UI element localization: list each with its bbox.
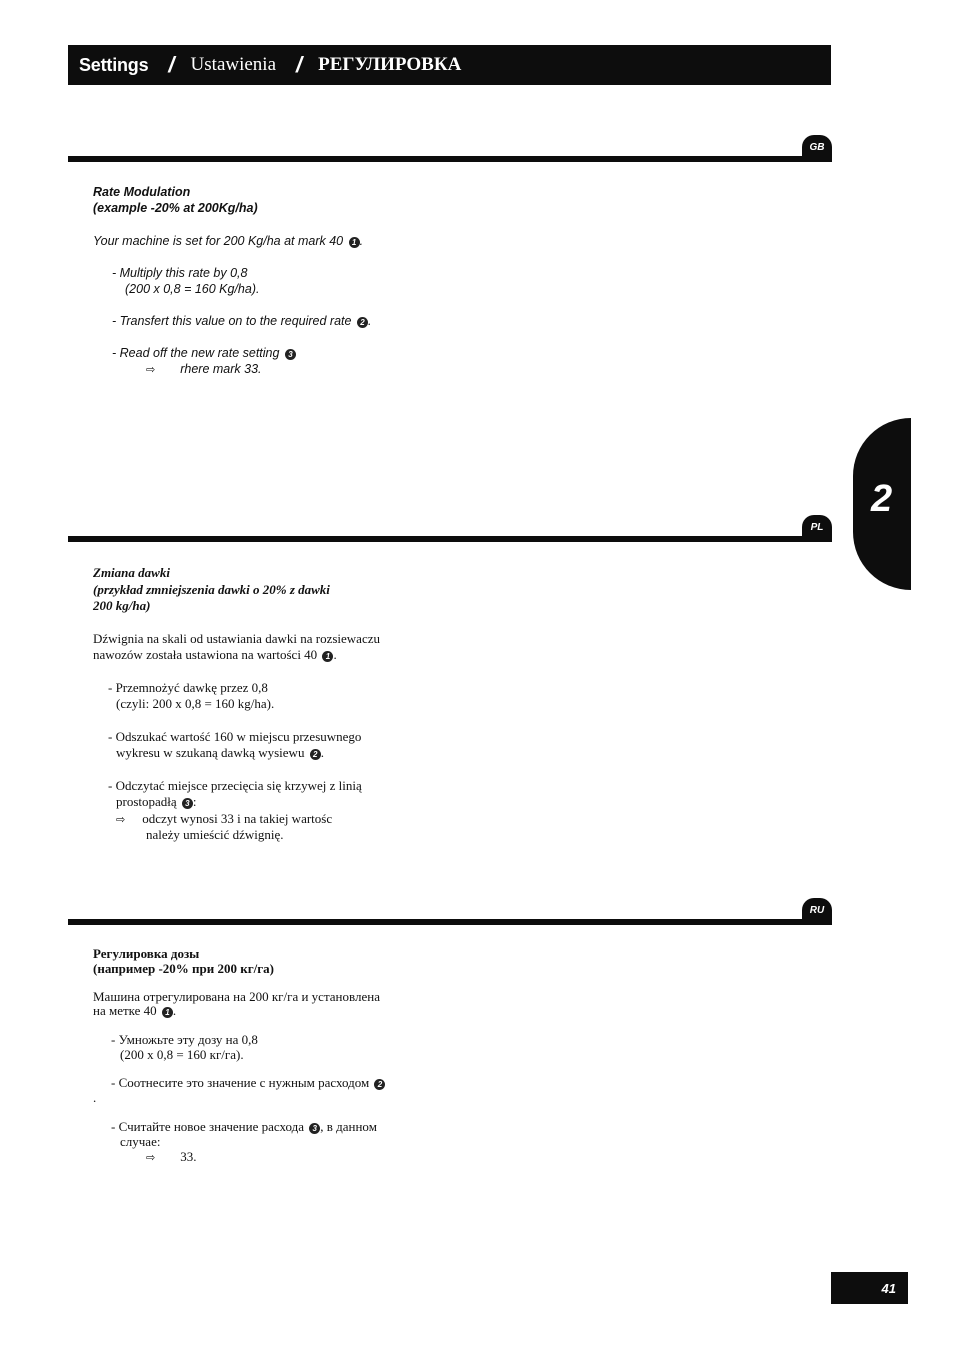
ru-title: Регулировка дозы (93, 946, 200, 961)
ru-step-1: - Умножьте эту дозу на 0,8 (111, 1032, 258, 1047)
header-separator: / (296, 52, 303, 77)
language-badge-gb: GB (802, 135, 832, 159)
arrow-right-icon: ⇨ (116, 813, 126, 826)
gb-result: ⇨ rhere mark 33. (146, 362, 262, 376)
pl-step-3: - Odczytać miejsce przecięcia się krzywej z linią (108, 778, 362, 793)
language-badge-ru: RU (802, 898, 832, 922)
arrow-right-icon: ⇨ (146, 1151, 156, 1164)
gb-subtitle: (example -20% at 200Kg/ha) (93, 201, 258, 215)
marker-3-icon: 3 (182, 798, 193, 809)
pl-step-1-detail: (czyli: 200 x 0,8 = 160 kg/ha). (116, 696, 275, 711)
pl-step-1: - Przemnożyć dawkę przez 0,8 (108, 680, 268, 695)
gb-step-1: - Multiply this rate by 0,8 (112, 266, 248, 280)
pl-step-2-detail: wykresu w szukaną dawką wysiewu 2 . (116, 745, 324, 760)
pl-result: ⇨ odczyt wynosi 33 i na takiej wartośc (116, 811, 332, 829)
ru-step-3-detail: случае: (120, 1134, 161, 1149)
page-header (68, 45, 831, 85)
pl-result-2: należy umieścić dźwignię. (146, 827, 284, 842)
ru-subtitle: (например -20% при 200 кг/га) (93, 961, 274, 976)
gb-intro: Your machine is set for 200 Kg/ha at mark 40 1 . (93, 234, 364, 248)
header-title-russian: РЕГУЛИРОВКА (318, 54, 462, 75)
ru-intro-2: на метке 40 1 . (93, 1003, 177, 1018)
marker-1-icon: 1 (349, 237, 360, 248)
ru-result: ⇨ 33. (146, 1149, 197, 1164)
pl-subtitle-2: 200 kg/ha) (93, 598, 151, 613)
pl-subtitle: (przykład zmniejszenia dawki o 20% z dawki (93, 582, 330, 597)
ru-step-1-detail: (200 x 0,8 = 160 кг/га). (120, 1047, 244, 1062)
pl-intro-2: nawozów została ustawiona na wartości 40 1 . (93, 647, 337, 662)
ru-step-2-dot: . (93, 1090, 97, 1105)
marker-2-icon: 2 (357, 317, 368, 328)
gb-title: Rate Modulation (93, 185, 191, 199)
header-title-polish: Ustawienia (190, 54, 277, 75)
pl-step-3-detail: prostopadłą 3 : (116, 794, 197, 809)
chapter-number: 2 (871, 478, 893, 520)
gb-step-1-detail: (200 x 0,8 = 160 Kg/ha). (125, 282, 260, 296)
marker-2-icon: 2 (310, 749, 321, 760)
ru-intro: Машина отрегулирована на 200 кг/га и установлена (93, 989, 380, 1004)
pl-intro: Dźwignia na skali od ustawiania dawki na rozsiewaczu (93, 631, 380, 646)
arrow-right-icon: ⇨ (146, 363, 156, 376)
section-divider-pl (68, 536, 832, 542)
marker-1-icon: 1 (322, 651, 333, 662)
marker-3-icon: 3 (285, 349, 296, 360)
gb-step-3: - Read off the new rate setting 3 (112, 345, 296, 361)
ru-step-3: - Считайте новое значение расхода 3 , в данном (111, 1119, 377, 1134)
pl-title: Zmiana dawki (93, 565, 170, 580)
section-divider-ru (68, 919, 832, 925)
marker-2-icon: 2 (374, 1079, 385, 1090)
header-title-settings: Settings (79, 54, 149, 75)
page-number: 41 (831, 1272, 908, 1304)
gb-step-2: - Transfert this value on to the required rate 2 . (112, 314, 372, 328)
language-badge-pl: PL (802, 515, 832, 539)
section-divider-gb (68, 156, 832, 162)
marker-3-icon: 3 (309, 1123, 320, 1134)
ru-step-2: - Соотнесите это значение с нужным расходом 2 (111, 1075, 385, 1090)
marker-1-icon: 1 (162, 1007, 173, 1018)
pl-step-2: - Odszukać wartość 160 w miejscu przesuwnego (108, 729, 362, 744)
header-separator: / (168, 52, 175, 77)
